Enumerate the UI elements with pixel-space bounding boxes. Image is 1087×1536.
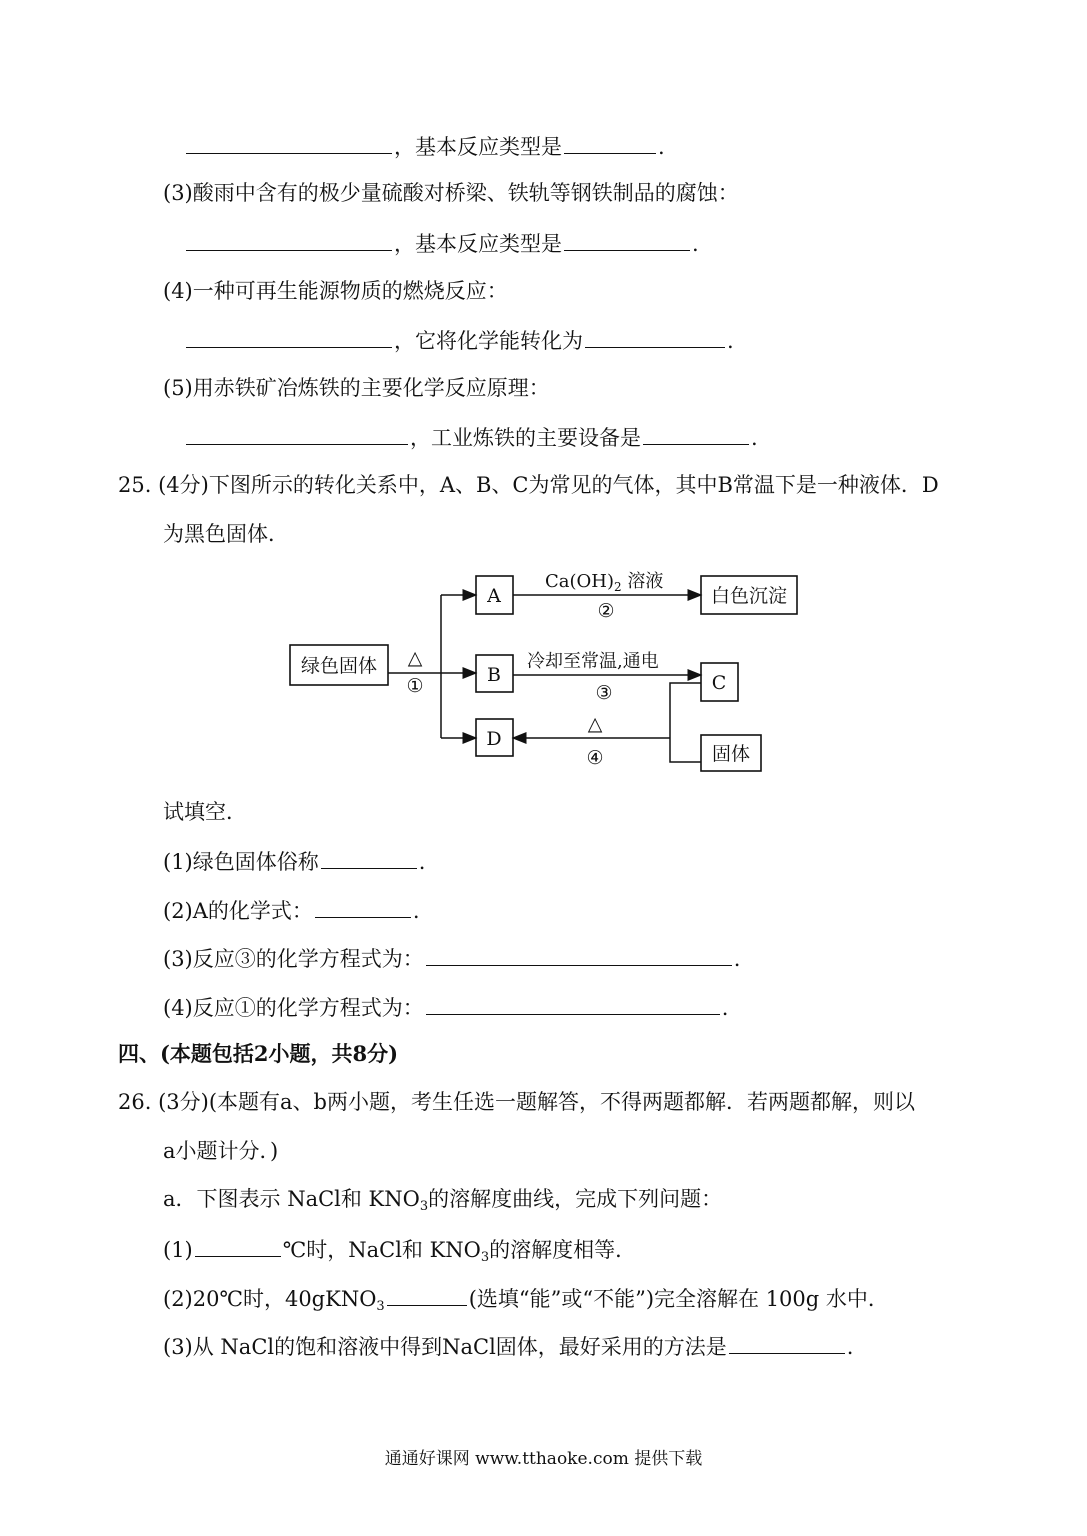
answer-blank[interactable]: [729, 1331, 845, 1354]
q24-part-5: (5)用赤铁矿冶炼铁的主要化学反应原理：: [163, 376, 550, 400]
white-precipitate-label: 白色沉淀: [710, 585, 788, 607]
q25-part-3: (3)反应③的化学方程式为： .: [163, 943, 740, 973]
q24-part-4: (4)一种可再生能源物质的燃烧反应：: [163, 279, 508, 303]
q24-line-5: ，它将化学能转化为 .: [184, 325, 734, 355]
answer-blank[interactable]: [426, 943, 732, 966]
q24-line-1: ，基本反应类型是 .: [184, 131, 665, 161]
label-A: A: [487, 585, 501, 607]
q25-part-2: (2)A的化学式： .: [163, 895, 420, 925]
heat-symbol: △: [407, 647, 423, 669]
label-B: B: [487, 664, 501, 686]
label-D: D: [486, 728, 502, 750]
answer-blank[interactable]: [315, 895, 411, 918]
heat-symbol-2: △: [587, 713, 603, 735]
green-solid-label: 绿色固体: [300, 655, 378, 677]
section-4-heading: 四、(本题包括2小题，共8分): [118, 1041, 399, 1066]
q26-sub-1: (1) ℃时，NaCl和 $KNO_3$的溶解度相等．: [163, 1234, 636, 1272]
answer-blank[interactable]: [195, 1234, 281, 1257]
q26-a-intro: a．下图表示 NaCl和 $KNO_3$的溶解度曲线，完成下列问题：: [163, 1187, 723, 1214]
q25-part-4: (4)反应①的化学方程式为： .: [163, 992, 728, 1022]
caoh2-solution-label: $Ca(OH)_2$ 溶液: [545, 571, 664, 594]
q26-stem-line-1: 26. (3分)(本题有a、b两小题，考生任选一题解答，不得两题都解．若两题都解，则以: [118, 1090, 915, 1114]
C-solid-connector: [670, 683, 701, 762]
answer-blank[interactable]: [321, 846, 417, 869]
q24-line-3: ，基本反应类型是 .: [184, 228, 699, 258]
reaction-2-label: ②: [597, 600, 615, 622]
reaction-1-label: ①: [406, 675, 424, 697]
solid-label: 固体: [711, 743, 751, 765]
cool-electrolysis-label: 冷却至常温,通电: [527, 651, 659, 672]
answer-blank[interactable]: [387, 1283, 467, 1306]
q25-part-1: (1)绿色固体俗称 .: [163, 846, 425, 876]
answer-blank[interactable]: [426, 992, 720, 1015]
reaction-3-label: ③: [595, 682, 613, 704]
q24-part-3: (3)酸雨中含有的极少量硫酸对桥梁、铁轨等钢铁制品的腐蚀：: [163, 181, 739, 205]
q24-line-7: ，工业炼铁的主要设备是 .: [184, 422, 758, 452]
q26-stem-line-2: a小题计分．): [163, 1139, 279, 1163]
page-footer: 通通好课网 www.tthaoke.com 提供下载: [384, 1449, 703, 1469]
reaction-4-label: ④: [586, 747, 604, 769]
q26-sub-2: (2)20℃时，40gKNO$_3$ (选填“能”或“不能”)完全溶解在 100g 水中．: [163, 1283, 889, 1321]
q25-stem-line-1: 25. (4分)下图所示的转化关系中，A、B、C为常见的气体，其中B常温下是一种液体．D: [118, 473, 939, 497]
q25-stem-line-2: 为黑色固体．: [163, 522, 289, 546]
label-C: C: [711, 672, 727, 694]
q26-sub-3: (3)从 NaCl的饱和溶液中得到NaCl固体，最好采用的方法是 .: [163, 1331, 853, 1361]
q25-prompt: 试填空．: [163, 800, 247, 824]
